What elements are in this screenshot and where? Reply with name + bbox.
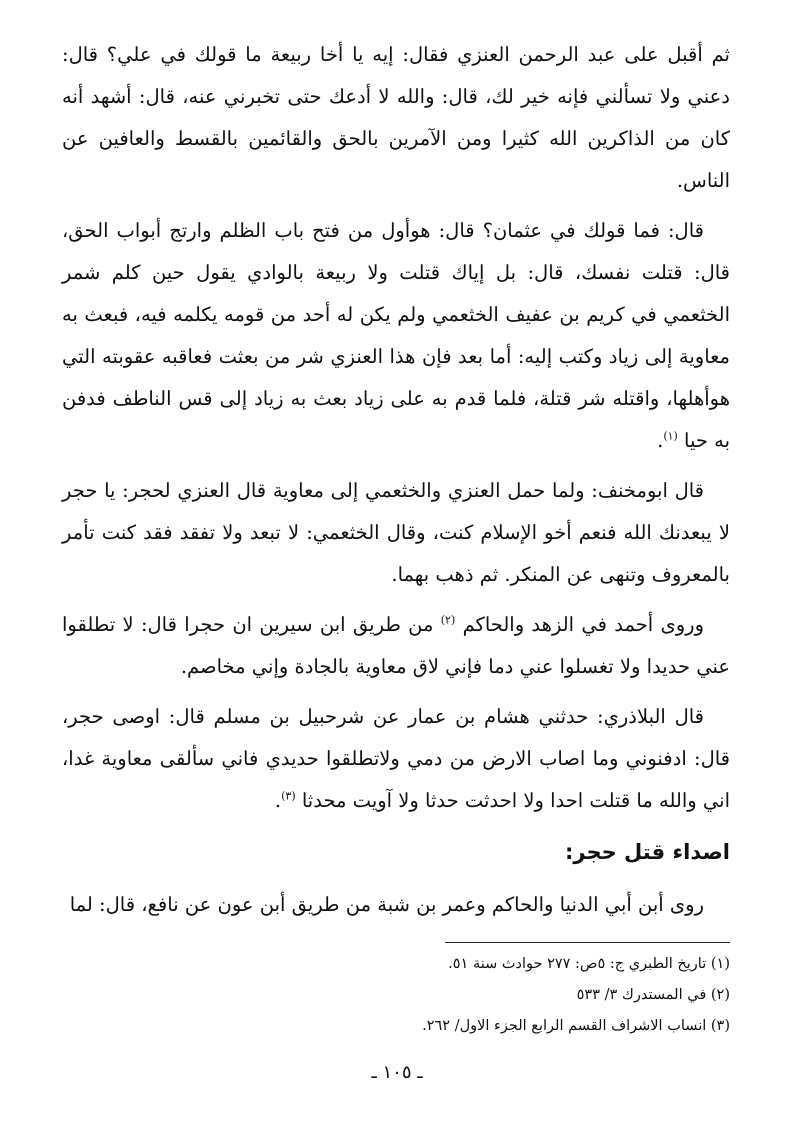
footnote-ref-1[interactable]: (١) [663,429,678,443]
paragraph-5-text: قال البلاذري: حدثني هشام بن عمار عن شرحبيل بن مسلم قال: اوصى حجر، قال: ادفنوني وما اصاب الارض من دمي ولاتطلقوا حديدي فاني سألقى معاوية غدا، اني والله ما قتلت احدا ولا احدثت حدثا ولا آويت محدثا [62,705,730,812]
footnote-divider [445,942,730,943]
footnote-ref-3[interactable]: (٣) [281,789,296,803]
paragraph-5-end: . [274,789,282,812]
paragraph-1 [62,34,730,202]
section-heading: اصداء قتل حجر: [565,840,730,864]
paragraph-2-text: قال: فما قولك في عثمان؟ قال: هوأول من فتح باب الظلم وارتج أبواب الحق، قال: قتلت نفسك، قال: بل إياك قتلت ولا ربيعة بالوادي يقول حين كلم شمر الخثعمي في كريم بن عفيف الخثعمي ولم يكن له أحد من قومه يكلمه فيه، فبعث به معاوية إلى زياد وكتب إليه: أما بعد فإن هذا العنزي شر من بعثت فعاقبه عقوبته التي هوأهلها، واقتله شر قتلة، فلما قدم به على زياد بعث به زياد إلى قس الناطف فدفن به حيا [62,219,730,452]
paragraph-1-text: ثم أقبل على عبد الرحمن العنزي فقال: إيه يا أخا ربيعة ما قولك في علي؟ قال: دعني ولا تسألني فإنه خير لك، قال: والله لا أدعك حتى تخبرني عنه، قال: أشهد أنه كان من الذاكرين الله كثيرا ومن الآمرين بالحق والقائمين بالقسط والعافين عن الناس. [62,43,730,192]
footnote-2: (٢) في المستدرك ٣/ ٥٣٣ [576,987,730,1003]
paragraph-6 [62,884,730,926]
footnote-3: (٣) انساب الاشراف القسم الرابع الجزء الاول/ ٢٦٢. [422,1018,730,1034]
paragraph-6-text: روى أبن أبي الدنيا والحاكم وعمر بن شبة من طريق أبن عون عن نافع، قال: لما [69,893,704,916]
paragraph-4-start: وروى أحمد في الزهد والحاكم [462,613,704,636]
paragraph-2-end: . [657,429,664,452]
paragraph-5 [62,696,730,822]
page-number: ـ ١٠٥ ـ [371,1062,423,1083]
paragraph-2 [62,210,730,462]
paragraph-4 [62,604,730,688]
paragraph-3-text: قال ابومخنف: ولما حمل العنزي والخثعمي إلى معاوية قال العنزي لحجر: يا حجر لا يبعدنك الله فنعم أخو الإسلام كنت، وقال الخثعمي: لا تبعد ولا تفقد فقد كنت تأمر بالمعروف وتنهى عن المنكر. ثم ذهب بهما. [62,479,730,586]
footnote-ref-2[interactable]: (٢) [440,613,456,627]
footnotes [62,942,730,1042]
page-body [62,34,730,934]
paragraph-4-text: من طريق ابن سيرين ان حجرا قال: لا تطلقوا عني حديدا ولا تغسلوا عني دما فإني لاق معاوية بالجادة وإني مخاصم. [62,613,730,678]
paragraph-3 [62,470,730,596]
footnote-1: (١) تاريخ الطبري ج: ٥ص: ٢٧٧ حوادث سنة ٥١. [448,956,730,972]
